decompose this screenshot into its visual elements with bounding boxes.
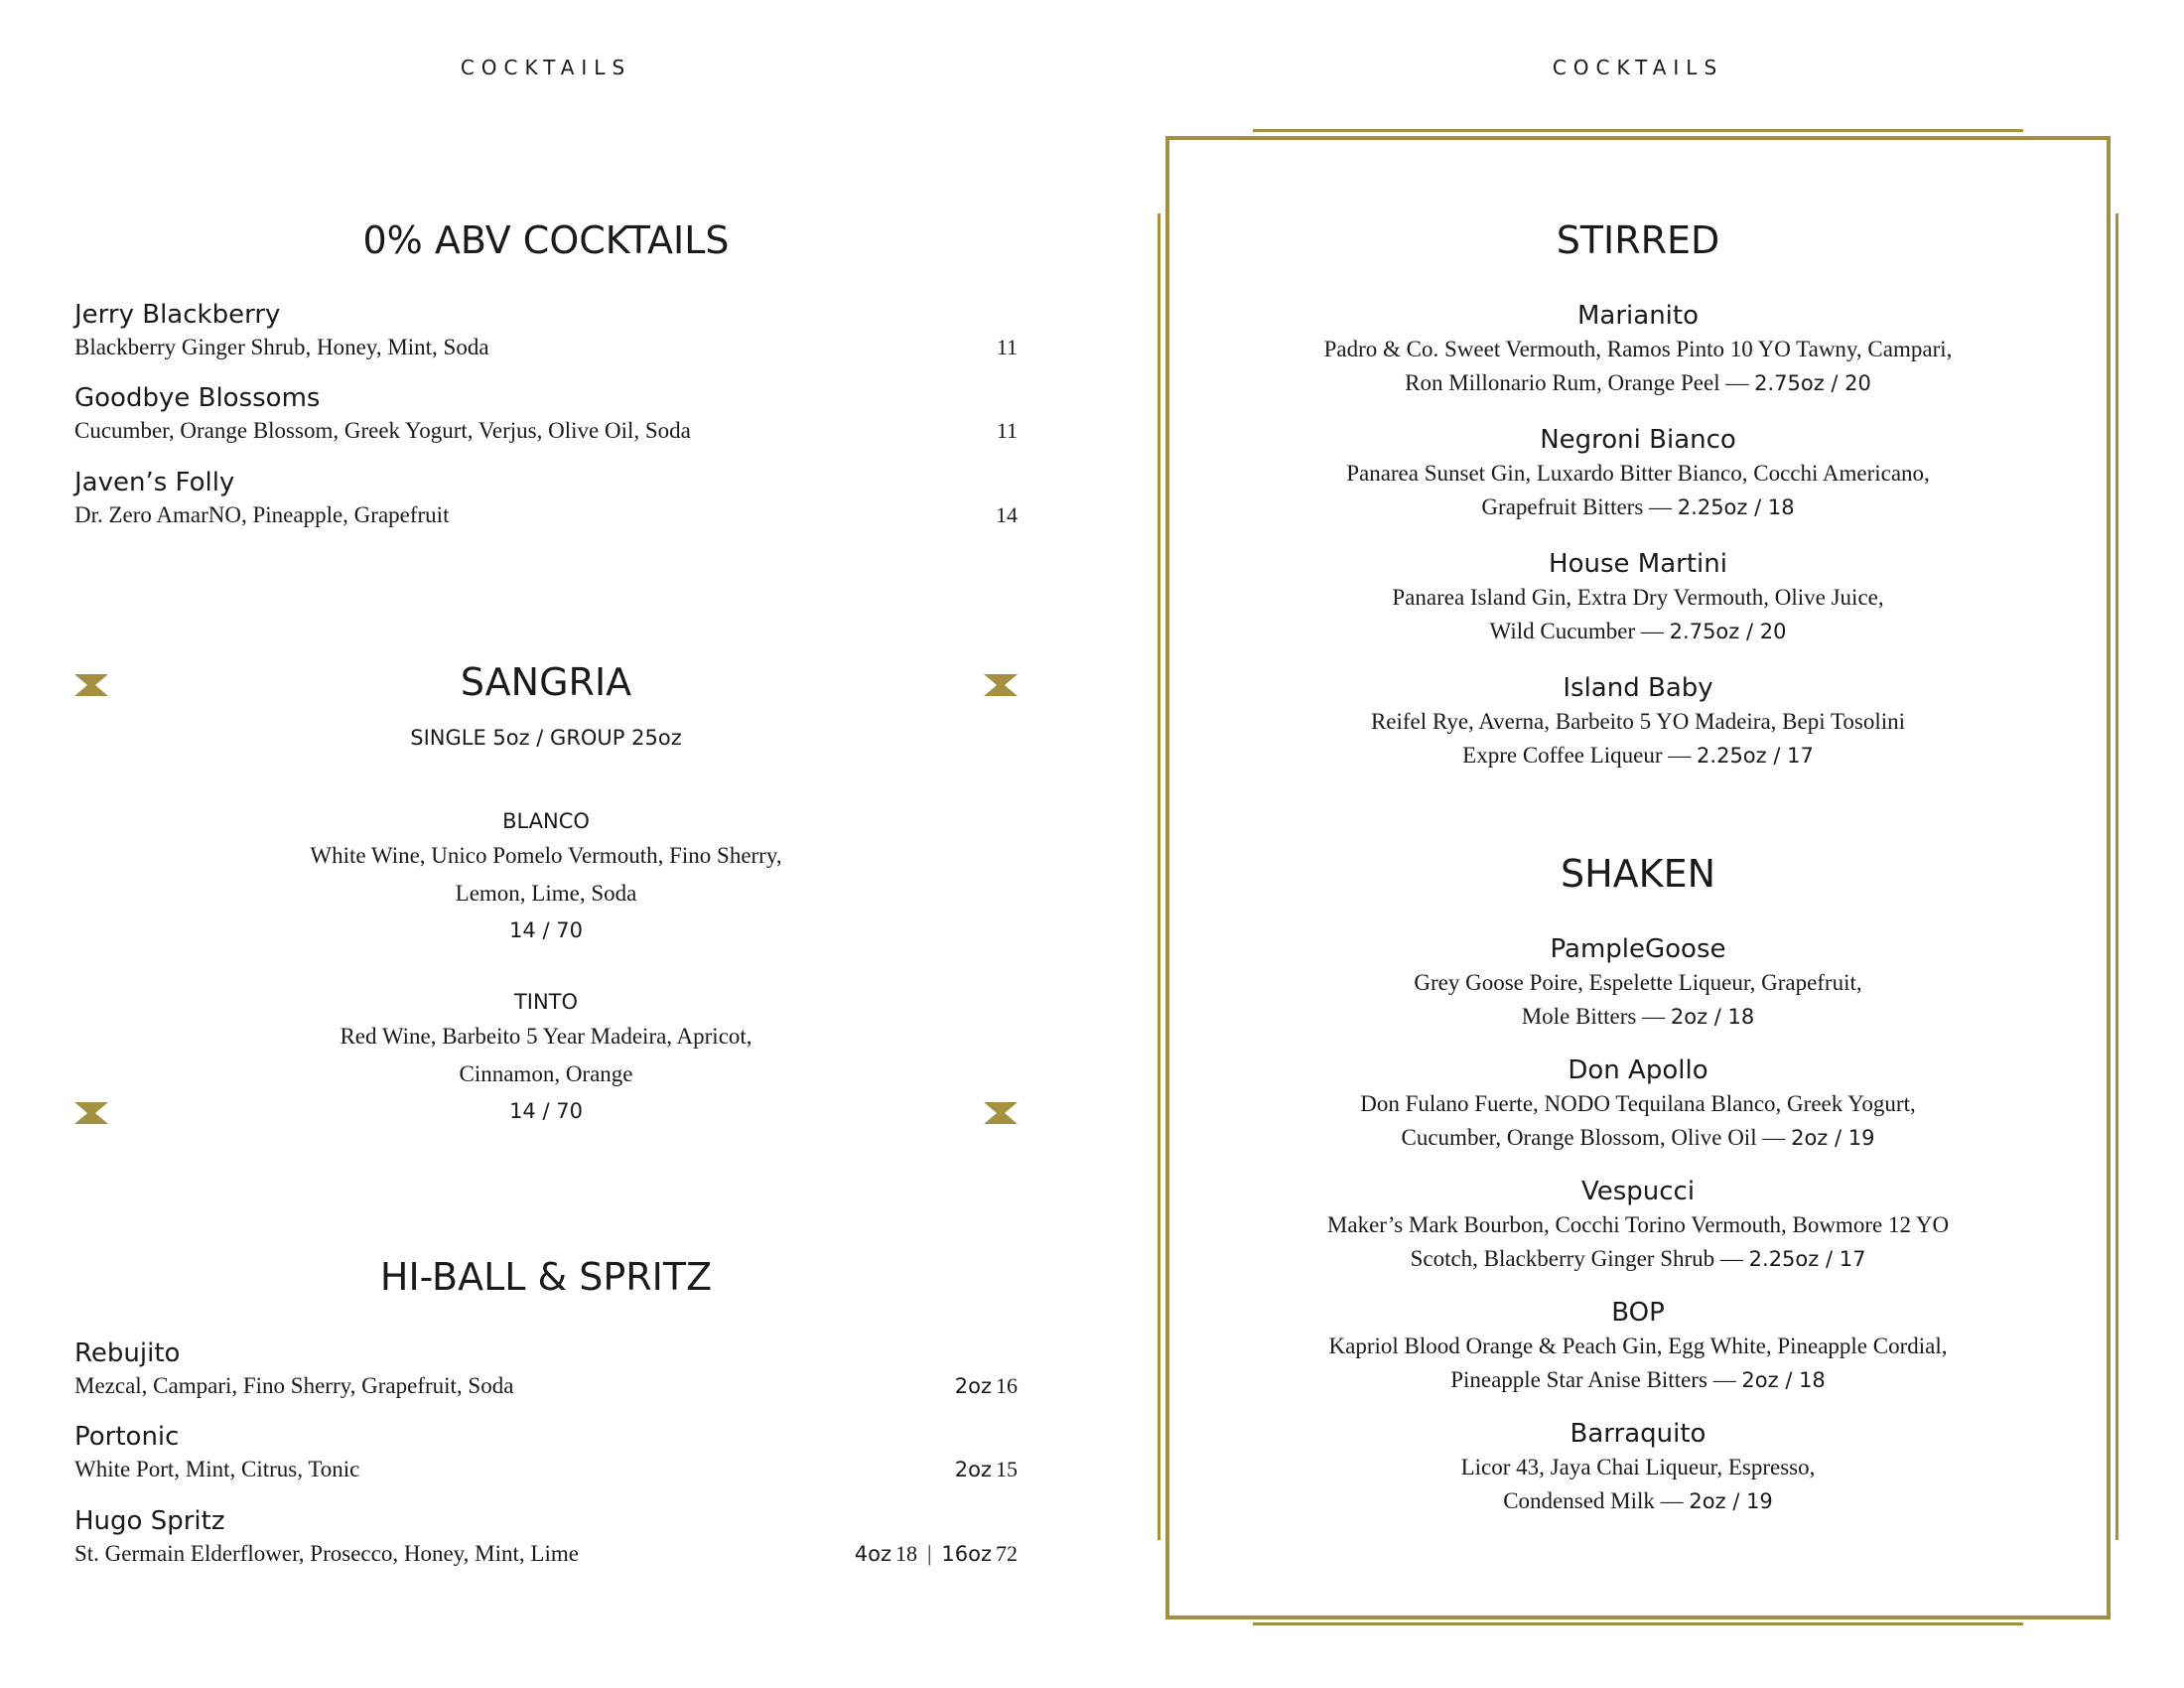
frame-accent-left <box>1158 213 1160 1540</box>
item-description-line2: Ron Millonario Rum, Orange Peel — <box>1405 370 1749 395</box>
shaken-title: SHAKEN <box>1560 852 1716 896</box>
item-description-line2: Scotch, Blackberry Ginger Shrub — <box>1410 1246 1743 1271</box>
item-name: TINTO <box>513 990 579 1014</box>
item-name: Jerry Blackberry <box>74 300 281 330</box>
item-name: Vespucci <box>1580 1177 1696 1206</box>
stirred-title: STIRRED <box>1556 218 1720 262</box>
item-description-line1: Maker’s Mark Bourbon, Cocchi Torino Vermouth, Bowmore 12 YO <box>1326 1212 1950 1237</box>
item-size: 4oz <box>854 1542 891 1566</box>
item-price-group <box>955 1457 1018 1482</box>
item-price: 2.75oz / 20 <box>1754 371 1871 395</box>
menu-item-bop <box>1191 1296 2085 1397</box>
item-description-line2: Condensed Milk — <box>1503 1488 1684 1513</box>
item-description-line1: White Wine, Unico Pomelo Vermouth, Fino Sherry, <box>310 843 782 868</box>
item-price: 15 <box>996 1457 1018 1481</box>
item-name: Javen’s Folly <box>74 468 235 497</box>
item-price: 16 <box>996 1373 1018 1398</box>
item-name: Island Baby <box>1563 673 1713 703</box>
menu-item-hugo-spritz <box>74 1504 1018 1570</box>
frame-accent-bottom <box>1253 1622 2023 1625</box>
item-price-group <box>955 1373 1018 1399</box>
item-description-line2: Expre Coffee Liqueur — <box>1462 743 1692 768</box>
item-name: Marianito <box>1576 301 1699 331</box>
item-description-line2: Cucumber, Orange Blossom, Olive Oil — <box>1401 1125 1786 1150</box>
item-description: White Port, Mint, Citrus, Tonic <box>74 1457 360 1481</box>
item-price: 2.25oz / 18 <box>1677 495 1795 519</box>
menu-item-house-martini <box>1191 547 2085 648</box>
item-name: PampleGoose <box>1550 934 1726 964</box>
item-price: 2oz / 19 <box>1689 1489 1773 1513</box>
item-price: 14 / 70 <box>509 1099 583 1123</box>
sangria-subtitle: SINGLE 5oz / GROUP 25oz <box>410 726 682 750</box>
menu-item-portonic <box>74 1420 1018 1485</box>
item-size-large: 16oz <box>941 1542 992 1566</box>
item-price: 2.25oz / 17 <box>1748 1247 1866 1271</box>
menu-item-barraquito <box>1191 1417 2085 1518</box>
menu-item-pamplegoose <box>1191 932 2085 1034</box>
item-description-line2: Mole Bitters — <box>1521 1004 1666 1029</box>
item-price: 11 <box>996 335 1018 359</box>
item-name: BLANCO <box>502 809 590 833</box>
item-name: Barraquito <box>1570 1419 1706 1449</box>
item-description-line1: Red Wine, Barbeito 5 Year Madeira, Apricot, <box>340 1024 752 1049</box>
frame-accent-top <box>1253 129 2023 132</box>
sangria-item-blanco <box>99 809 993 948</box>
item-name: Don Apollo <box>1568 1055 1708 1085</box>
item-price: 14 <box>996 502 1018 527</box>
item-price: 2.75oz / 20 <box>1669 620 1787 643</box>
item-name: House Martini <box>1549 549 1727 579</box>
item-description-line1: Don Fulano Fuerte, NODO Tequilana Blanco, Greek Yogurt, <box>1360 1091 1916 1116</box>
menu-item-javens-folly <box>74 466 1018 531</box>
item-description-line1: Kapriol Blood Orange & Peach Gin, Egg White, Pineapple Cordial, <box>1328 1334 1948 1358</box>
menu-item-goodbye-blossoms <box>74 381 1018 447</box>
item-size: 2oz <box>954 1374 992 1398</box>
sangria-title: SANGRIA <box>460 660 632 704</box>
item-description-line2: Lemon, Lime, Soda <box>455 881 637 906</box>
frame-accent-right <box>2116 213 2118 1540</box>
item-name: BOP <box>1611 1298 1665 1328</box>
item-name: Hugo Spritz <box>74 1506 225 1536</box>
item-description-line2: Grapefruit Bitters — <box>1481 494 1673 519</box>
zero-abv-title: 0% ABV COCKTAILS <box>362 218 730 262</box>
left-page-label: COCKTAILS <box>460 56 632 79</box>
sangria-item-tinto <box>99 990 993 1129</box>
menu-item-jerry-blackberry <box>74 298 1018 363</box>
item-description: Dr. Zero AmarNO, Pineapple, Grapefruit <box>74 502 450 527</box>
item-description-line1: Licor 43, Jaya Chai Liqueur, Espresso, <box>1460 1455 1816 1479</box>
menu-item-negroni-bianco <box>1191 423 2085 524</box>
item-price: 2oz / 19 <box>1791 1126 1875 1150</box>
item-description: Mezcal, Campari, Fino Sherry, Grapefruit, Soda <box>74 1373 514 1398</box>
bowtie-ornament-icon <box>74 674 108 696</box>
item-description: Blackberry Ginger Shrub, Honey, Mint, Soda <box>74 335 489 359</box>
item-name: Negroni Bianco <box>1540 425 1736 455</box>
item-description-line2: Cinnamon, Orange <box>459 1061 633 1086</box>
item-price: 11 <box>996 418 1018 443</box>
menu-item-marianito <box>1191 299 2085 400</box>
menu-item-don-apollo <box>1191 1054 2085 1155</box>
item-name: Portonic <box>74 1422 180 1452</box>
item-description-line1: Panarea Island Gin, Extra Dry Vermouth, Olive Juice, <box>1392 585 1884 610</box>
item-description-line1: Reifel Rye, Averna, Barbeito 5 YO Madeira, Bepi Tosolini <box>1370 709 1906 734</box>
item-size: 2oz <box>954 1458 992 1481</box>
item-description-line2: Wild Cucumber — <box>1489 619 1664 643</box>
item-description-line1: Panarea Sunset Gin, Luxardo Bitter Bianco, Cocchi Americano, <box>1346 461 1930 486</box>
item-price: 14 / 70 <box>509 918 583 942</box>
item-price-group <box>855 1541 1018 1567</box>
right-page-label: COCKTAILS <box>1552 56 1724 79</box>
item-name: Goodbye Blossoms <box>74 383 321 413</box>
item-description: Cucumber, Orange Blossom, Greek Yogurt, Verjus, Olive Oil, Soda <box>74 418 691 443</box>
item-price: 2oz / 18 <box>1670 1005 1755 1029</box>
item-description-line1: Padro & Co. Sweet Vermouth, Ramos Pinto 10 YO Tawny, Campari, <box>1323 337 1953 361</box>
menu-item-rebujito <box>74 1336 1018 1402</box>
item-price-large: 72 <box>996 1541 1018 1566</box>
item-name: Rebujito <box>74 1338 181 1368</box>
item-price: 2oz / 18 <box>1741 1368 1826 1392</box>
item-price: 2.25oz / 17 <box>1697 744 1814 768</box>
menu-item-vespucci <box>1191 1175 2085 1276</box>
item-price: 18 <box>895 1541 917 1566</box>
hiball-spritz-title: HI-BALL & SPRITZ <box>379 1255 713 1299</box>
price-separator: | <box>927 1541 932 1566</box>
item-description-line1: Grey Goose Poire, Espelette Liqueur, Grapefruit, <box>1414 970 1862 995</box>
item-description: St. Germain Elderflower, Prosecco, Honey, Mint, Lime <box>74 1541 579 1566</box>
item-description-line2: Pineapple Star Anise Bitters — <box>1450 1367 1736 1392</box>
bowtie-ornament-icon <box>984 674 1018 696</box>
menu-item-island-baby <box>1191 671 2085 773</box>
